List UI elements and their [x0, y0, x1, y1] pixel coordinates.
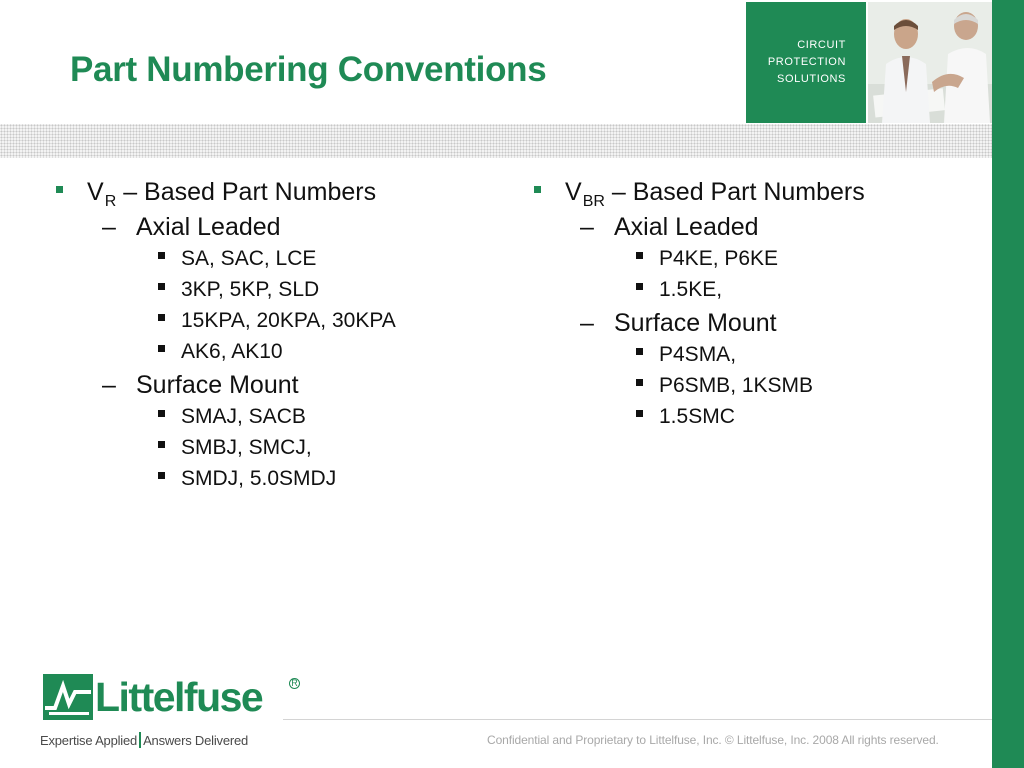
bullet-square-icon [158, 345, 165, 352]
dash-bullet: – [580, 213, 594, 241]
list-item [56, 278, 396, 309]
banner-line-1: CIRCUIT [797, 39, 846, 51]
tagline [40, 732, 248, 748]
list-item-text: P4KE, P6KE [659, 247, 779, 270]
vr-based-column [56, 178, 396, 498]
list-item [534, 247, 865, 278]
list-item [534, 374, 865, 405]
list-item-text: P6SMB, 1KSMB [659, 374, 814, 397]
list-item [534, 278, 865, 309]
banner-line-2: PROTECTION [767, 56, 846, 68]
list-item-text: AK6, AK10 [181, 340, 283, 363]
list-item-text: SMBJ, SMCJ, [181, 436, 312, 459]
dotted-divider-band [0, 124, 992, 158]
bullet-square-icon [636, 410, 643, 417]
dash-bullet: – [102, 371, 116, 399]
banner-line-3: SOLUTIONS [777, 73, 846, 85]
littelfuse-logo-mark-icon [43, 674, 93, 720]
list-item-text: SMAJ, SACB [181, 405, 306, 428]
tagline-separator [139, 732, 141, 748]
vbr-based-column [534, 178, 865, 436]
list-item [534, 405, 865, 436]
list-item-text: P4SMA, [659, 343, 737, 366]
bullet-square-icon [158, 410, 165, 417]
vr-symbol: V [87, 178, 104, 206]
list-item-text: 1.5SMC [659, 405, 735, 428]
bullet-square-icon [56, 186, 63, 193]
bullet-square-icon [636, 379, 643, 386]
confidential-notice: Confidential and Proprietary to Littelfuse, Inc. © Littelfuse, Inc. 2008 All rights reserved. [487, 733, 939, 747]
bullet-square-icon [636, 348, 643, 355]
group-label: Surface Mount [136, 371, 299, 399]
slide-title: Part Numbering Conventions [70, 50, 547, 89]
right-accent-bar [992, 0, 1024, 768]
vbr-subscript: BR [582, 193, 605, 210]
list-item [534, 343, 865, 374]
list-item [56, 467, 396, 498]
footer-divider [283, 719, 992, 720]
vbr-group-axial [534, 213, 865, 247]
tagline-right: Answers Delivered [143, 733, 249, 748]
bullet-square-icon [636, 252, 643, 259]
bullet-square-icon [158, 283, 165, 290]
engineers-photo [868, 2, 992, 123]
vbr-heading [534, 178, 865, 213]
registered-mark: R [289, 678, 300, 689]
logo-mark-graphic [43, 674, 93, 720]
list-item [56, 309, 396, 340]
group-label: Surface Mount [614, 309, 777, 337]
vr-group-axial [56, 213, 396, 247]
list-item-text: 3KP, 5KP, SLD [181, 278, 320, 301]
list-item-text: SMDJ, 5.0SMDJ [181, 467, 337, 490]
vr-heading [56, 178, 396, 213]
group-label: Axial Leaded [614, 213, 759, 241]
vbr-symbol: V [565, 178, 582, 206]
vbr-group-surface [534, 309, 865, 343]
bullet-square-icon [158, 252, 165, 259]
bullet-square-icon [534, 186, 541, 193]
list-item-text: 1.5KE, [659, 278, 723, 301]
vbr-heading-text: – Based Part Numbers [604, 178, 865, 206]
bullet-square-icon [158, 314, 165, 321]
list-item [56, 247, 396, 278]
vr-group-surface [56, 371, 396, 405]
tagline-left: Expertise Applied [40, 733, 138, 748]
dash-bullet: – [102, 213, 116, 241]
bullet-square-icon [636, 283, 643, 290]
list-item-text: SA, SAC, LCE [181, 247, 317, 270]
dash-bullet: – [580, 309, 594, 337]
list-item [56, 436, 396, 467]
bullet-square-icon [158, 472, 165, 479]
list-item [56, 340, 396, 371]
vr-subscript: R [104, 193, 117, 210]
list-item [56, 405, 396, 436]
vr-heading-text: – Based Part Numbers [116, 178, 377, 206]
engineers-photo-illustration [868, 2, 992, 123]
circuit-protection-banner [746, 2, 866, 123]
bullet-square-icon [158, 441, 165, 448]
list-item-text: 15KPA, 20KPA, 30KPA [181, 309, 396, 332]
group-label: Axial Leaded [136, 213, 281, 241]
logo-wordmark: Littelfuse [95, 674, 263, 720]
littelfuse-logo [43, 674, 298, 720]
